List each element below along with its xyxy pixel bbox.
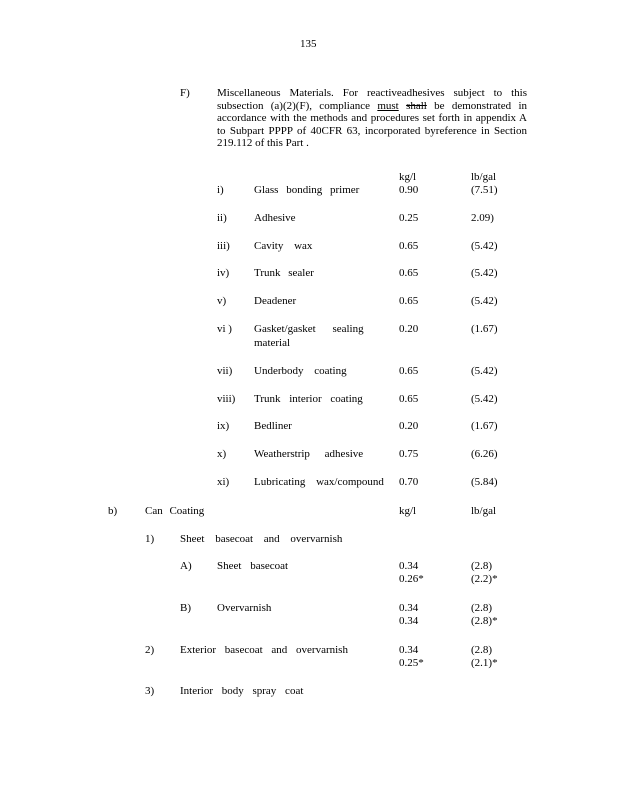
- section-b-kg-header: kg/l: [399, 505, 417, 517]
- list-item-num: viii): [217, 393, 236, 405]
- can-1b-label: B): [180, 602, 191, 614]
- list-item-name: Gasket/gasket sealing: [254, 323, 364, 335]
- can-2-lb-2: (2.1)*: [471, 657, 498, 669]
- list-item-lb: (5.42): [471, 295, 498, 307]
- list-item-num: ii): [217, 212, 227, 224]
- list-item-num: vii): [217, 365, 233, 377]
- list-item-kg: 0.65: [399, 393, 419, 405]
- list-item-name-line2: material: [254, 337, 291, 349]
- list-item-num: xi): [217, 476, 230, 488]
- list-item-name: Trunk interior coating: [254, 393, 363, 405]
- section-b-label: b): [108, 505, 118, 517]
- can-1b-lb-2: (2.8)*: [471, 615, 498, 627]
- can-2-lb-1: (2.8): [471, 644, 493, 656]
- can-1b-lb-1: (2.8): [471, 602, 493, 614]
- list-item-name: Cavity wax: [254, 240, 313, 252]
- list-item-num: vi ): [217, 323, 232, 335]
- can-3-label: 3): [145, 685, 155, 697]
- can-1b-kg-1: 0.34: [399, 602, 419, 614]
- list-item-lb: (5.42): [471, 393, 498, 405]
- list-item-kg: 0.75: [399, 448, 419, 460]
- can-2-label: 2): [145, 644, 155, 656]
- list-item-lb: (5.84): [471, 476, 498, 488]
- list-item-num: ix): [217, 420, 230, 432]
- list-item-num: v): [217, 295, 227, 307]
- list-item-lb: (1.67): [471, 420, 498, 432]
- list-item-kg: 0.65: [399, 365, 419, 377]
- can-1a-title: Sheet basecoat: [217, 560, 289, 572]
- list-item-lb: (6.26): [471, 448, 498, 460]
- can-1b-title: Overvarnish: [217, 602, 272, 614]
- list-item-num: x): [217, 448, 227, 460]
- can-1a-lb-1: (2.8): [471, 560, 493, 572]
- can-1a-kg-1: 0.34: [399, 560, 419, 572]
- list-item-name: Bedliner: [254, 420, 292, 432]
- list-item-name: Glass bonding primer: [254, 184, 360, 196]
- list-item-name: Trunk sealer: [254, 267, 314, 279]
- can-3-title: Interior body spray coat: [180, 685, 304, 697]
- units-header-kg: kg/l: [399, 171, 417, 183]
- can-1a-lb-2: (2.2)*: [471, 573, 498, 585]
- can-1-title: Sheet basecoat and overvarnish: [180, 533, 343, 545]
- can-1a-kg-2: 0.26*: [399, 573, 424, 585]
- can-1a-label: A): [180, 560, 192, 572]
- list-item-lb: 2.09): [471, 212, 494, 224]
- can-2-title: Exterior basecoat and overvarnish: [180, 644, 348, 656]
- section-b-title: Can Coating: [145, 505, 205, 517]
- list-item-name: Adhesive: [254, 212, 296, 224]
- list-item-kg: 0.70: [399, 476, 419, 488]
- deleted-word: shall: [406, 99, 427, 112]
- can-1-label: 1): [145, 533, 155, 545]
- list-item-lb: (5.42): [471, 240, 498, 252]
- list-item-lb: (1.67): [471, 323, 498, 335]
- list-item-num: iv): [217, 267, 230, 279]
- section-f-paragraph: Miscellaneous Materials. For reactiveadhesives subject to this subsection (a)(2)(F), compliance must shall be demonstrated in accordance with the methods and procedures set forth in appendix A to Subpart PPPP of 40CFR 63, incorporated byreference in Section 219.112 of this Part .: [217, 87, 527, 149]
- inserted-word: must: [377, 99, 399, 112]
- list-item-kg: 0.20: [399, 420, 419, 432]
- can-2-kg-1: 0.34: [399, 644, 419, 656]
- list-item-name: Deadener: [254, 295, 297, 307]
- list-item-name: Underbody coating: [254, 365, 347, 377]
- list-item-lb: (5.42): [471, 365, 498, 377]
- list-item-kg: 0.90: [399, 184, 419, 196]
- list-item-kg: 0.65: [399, 295, 419, 307]
- list-item-kg: 0.65: [399, 240, 419, 252]
- list-item-kg: 0.25: [399, 212, 419, 224]
- page-number: 135: [300, 38, 317, 50]
- units-header-lb: lb/gal: [471, 171, 497, 183]
- list-item-kg: 0.65: [399, 267, 419, 279]
- list-item-num: iii): [217, 240, 230, 252]
- can-2-kg-2: 0.25*: [399, 657, 424, 669]
- list-item-kg: 0.20: [399, 323, 419, 335]
- list-item-num: i): [217, 184, 224, 196]
- list-item-name: Lubricating wax/compound: [254, 476, 384, 488]
- section-b-lb-header: lb/gal: [471, 505, 497, 517]
- section-f-label: F): [180, 87, 190, 99]
- list-item-lb: (7.51): [471, 184, 498, 196]
- list-item-lb: (5.42): [471, 267, 498, 279]
- list-item-name: Weatherstrip adhesive: [254, 448, 364, 460]
- can-1b-kg-2: 0.34: [399, 615, 419, 627]
